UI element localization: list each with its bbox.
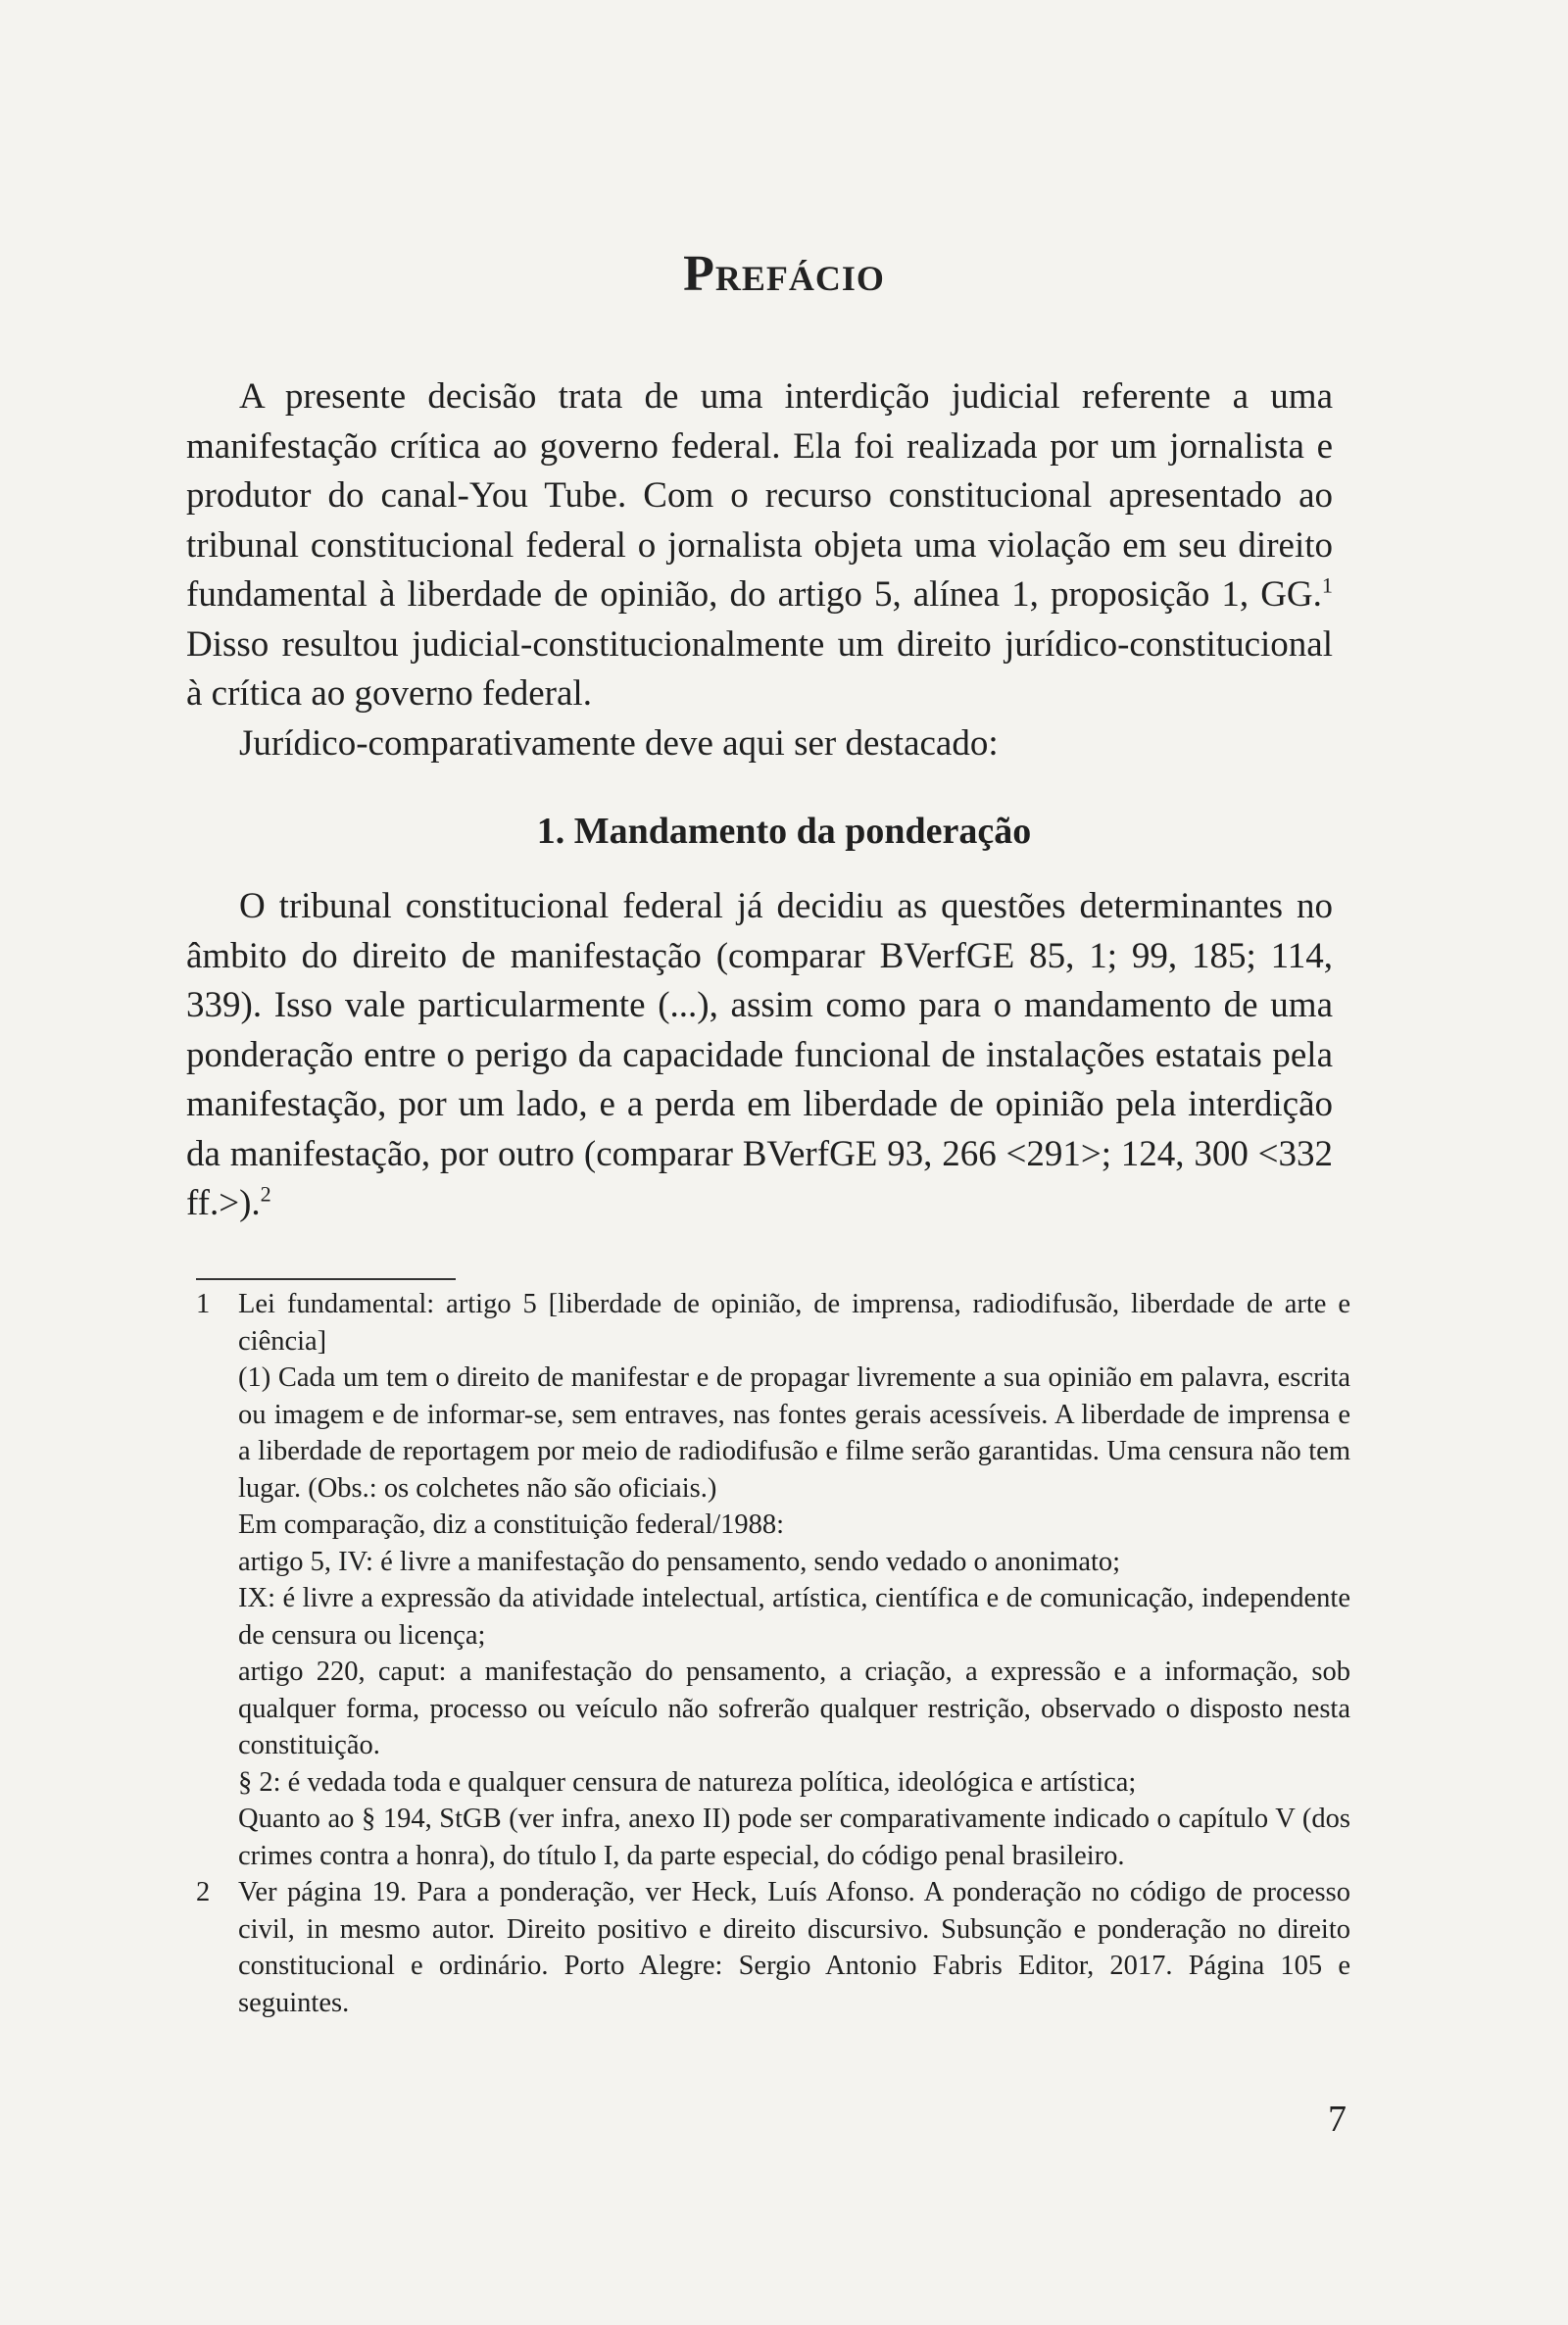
intro-paragraph-1 (186, 372, 1333, 719)
footnote-ref-1[interactable]: 1 (1321, 572, 1333, 598)
section-heading: 1. Mandamento da ponderação (536, 811, 1032, 852)
intro-paragraph-1-tail: Disso resultou judicial-constitucionalmente um direito jurídico-constitucional à crítica ao governo federal. (186, 623, 1333, 714)
section-1-paragraph (186, 882, 1333, 1229)
footnote-line: Lei fundamental: artigo 5 [liberdade de opinião, de imprensa, radiodifusão, liberdade de arte e ciência] (238, 1289, 1350, 1357)
page-title: Prefácio (683, 246, 885, 302)
intro-paragraph-1-text: A presente decisão trata de uma interdição judicial referente a uma manifestação crítica ao governo federal. Ela foi realizada por um jornalista e produtor do canal-You Tube. Com o recurso constitucional apresentado ao tribunal constitucional federal o jornalista objeta uma violação em seu direito fundamental à liberdade de opinião, do artigo 5, alínea 1, proposição 1, GG. (186, 376, 1333, 615)
footnote-1 (196, 1286, 1350, 1874)
footnote-number: 2 (196, 1877, 211, 1907)
footnote-line: Quanto ao § 194, StGB (ver infra, anexo II) pode ser comparativamente indicado o capítulo V (dos crimes contra a honra), do título I, da parte especial, do código penal brasileiro. (238, 1804, 1350, 1871)
intro-paragraph-2: Jurídico-comparativamente deve aqui ser destacado: (239, 722, 999, 764)
section-1-body (186, 882, 1333, 1229)
footnote-line: Ver página 19. Para a ponderação, ver Heck, Luís Afonso. A ponderação no código de processo civil, in mesmo autor. Direito positivo e direito discursivo. Subsunção e ponderação no direito constitucional e ordinário. Porto Alegre: Sergio Antonio Fabris Editor, 2017. Página 105 e seguintes. (238, 1877, 1350, 2018)
footnote-2 (196, 1874, 1350, 2021)
footnote-line: artigo 5, IV: é livre a manifestação do pensamento, sendo vedado o anonimato; (238, 1546, 1121, 1577)
intro-section (186, 372, 1333, 768)
footnote-line: IX: é livre a expressão da atividade intelectual, artística, científica e de comunicação, independente de censura ou licença; (238, 1583, 1350, 1651)
footnote-separator (196, 1278, 456, 1280)
page-number: 7 (1328, 2099, 1347, 2140)
footnote-line: artigo 220, caput: a manifestação do pensamento, a criação, a expressão e a informação, sob qualquer forma, processo ou veículo não sofrerão qualquer restrição, observado o disposto nesta constituição. (238, 1657, 1350, 1760)
footnote-line: § 2: é vedada toda e qualquer censura de natureza política, ideológica e artística; (238, 1766, 1137, 1798)
footnote-ref-2[interactable]: 2 (260, 1181, 271, 1207)
footnote-line: (1) Cada um tem o direito de manifestar e de propagar livremente a sua opinião em palavra, escrita ou imagem e de informar-se, sem entraves, nas fontes gerais acessíveis. A liberdade de imprensa e a liberdade de reportagem por meio de radiodifusão e filme serão garantidas. Uma censura não tem lugar. (Obs.: os colchetes não são oficiais.) (238, 1362, 1350, 1504)
footnote-line: Em comparação, diz a constituição federal/1988: (238, 1509, 785, 1540)
footnote-number: 1 (196, 1289, 211, 1319)
section-1-paragraph-text: O tribunal constitucional federal já decidiu as questões determinantes no âmbito do direito de manifestação (comparar BVerfGE 85, 1; 99, 185; 114, 339). Isso vale particularmente (...), assim como para o mandamento de uma ponderação entre o perigo da capacidade funcional de instalações estatais pela manifestação, por um lado, e a perda em liberdade de opinião pela interdição da manifestação, por outro (comparar BVerfGE 93, 266 <291>; 124, 300 <332 ff.>). (186, 886, 1333, 1223)
footnotes (196, 1286, 1350, 2021)
